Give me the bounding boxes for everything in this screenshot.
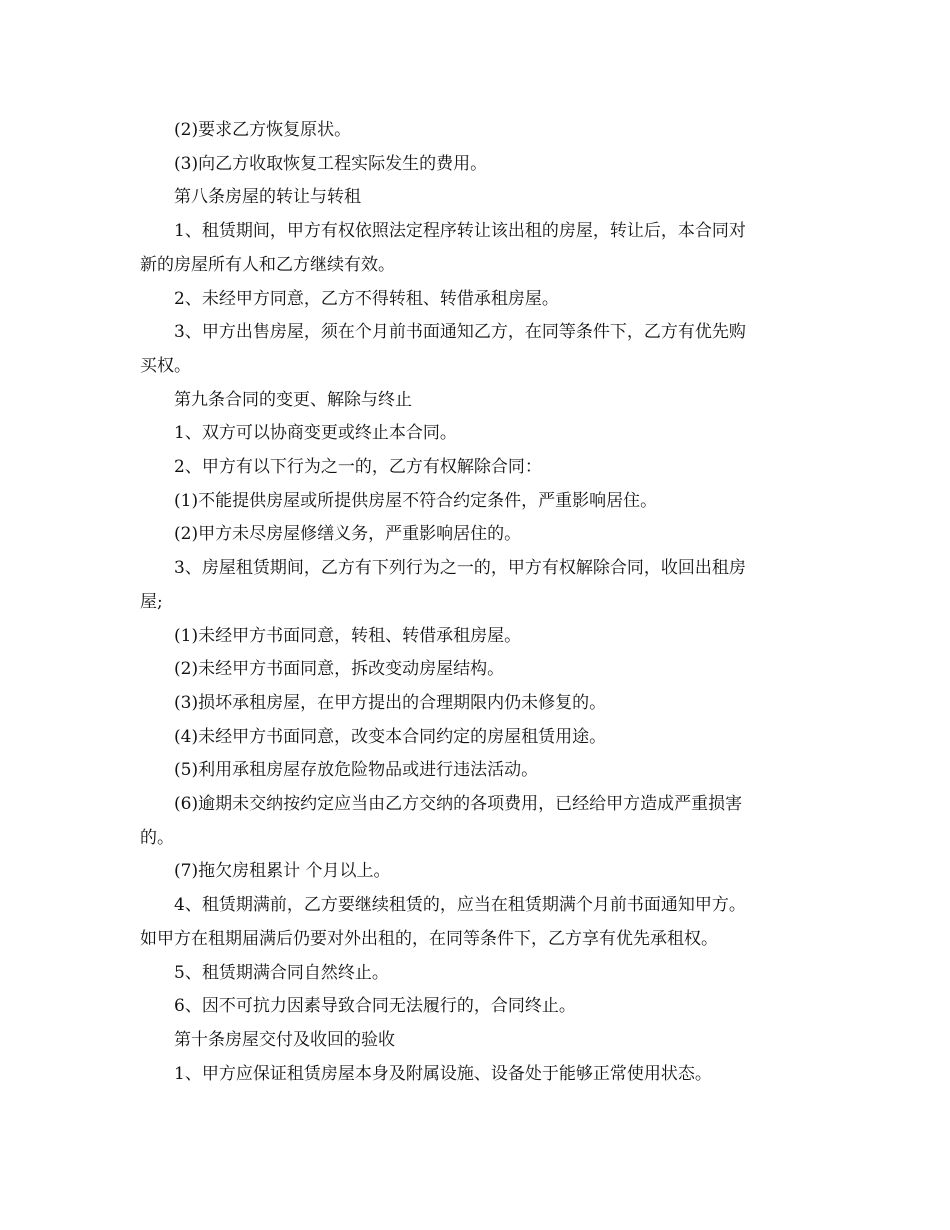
text-line: 5、租赁期满合同自然终止。: [174, 962, 389, 983]
text-line: (3)损坏承租房屋，在甲方提出的合理期限内仍未修复的。: [174, 692, 607, 713]
text-line: (1)不能提供房屋或所提供房屋不符合约定条件，严重影响居住。: [174, 490, 658, 511]
section-heading: 第八条房屋的转让与转租: [174, 187, 361, 208]
text-line: (7)拖欠房租累计 个月以上。: [174, 861, 391, 882]
text-line: 3、房屋租赁期间，乙方有下列行为之一的，甲方有权解除合同，收回出租房: [174, 558, 746, 579]
text-line: (6)逾期未交纳按约定应当由乙方交纳的各项费用，已经给甲方造成严重损害: [174, 794, 743, 815]
text-line: (2)要求乙方恢复原状。: [174, 120, 352, 140]
text-line: (3)向乙方收取恢复工程实际发生的费用。: [174, 153, 488, 174]
text-line: 如甲方在租期届满后仍要对外出租的，在同等条件下，乙方享有优先承租权。: [140, 928, 718, 949]
text-line: 1、双方可以协商变更或终止本合同。: [174, 423, 457, 444]
text-line: 的。: [140, 827, 174, 848]
text-line: (2)甲方未尽房屋修缮义务，严重影响居住的。: [174, 524, 522, 545]
text-line: (2)未经甲方书面同意，拆改变动房屋结构。: [174, 659, 505, 680]
text-line: 新的房屋所有人和乙方继续有效。: [140, 254, 395, 275]
text-line: 买权。: [140, 355, 191, 376]
text-line: 6、因不可抗力因素导致合同无法履行的，合同终止。: [174, 996, 576, 1017]
text-line: 2、甲方有以下行为之一的，乙方有权解除合同：: [174, 457, 542, 478]
text-line: 屋;: [140, 591, 163, 612]
text-line: 4、租赁期满前，乙方要继续租赁的，应当在租赁期满个月前书面通知甲方。: [174, 895, 746, 916]
section-heading: 第十条房屋交付及收回的验收: [174, 1029, 395, 1050]
text-line: (5)利用承租房屋存放危险物品或进行违法活动。: [174, 760, 539, 781]
text-line: 2、未经甲方同意，乙方不得转租、转借承租房屋。: [174, 288, 559, 309]
section-heading: 第九条合同的变更、解除与终止: [174, 389, 412, 410]
text-line: 1、甲方应保证租赁房屋本身及附属设施、设备处于能够正常使用状态。: [174, 1063, 712, 1084]
document-body: [140, 114, 812, 1091]
text-line: 3、甲方出售房屋，须在个月前书面通知乙方，在同等条件下，乙方有优先购: [174, 322, 746, 343]
text-line: (1)未经甲方书面同意，转租、转借承租房屋。: [174, 625, 522, 646]
text-line: (4)未经甲方书面同意，改变本合同约定的房屋租赁用途。: [174, 726, 607, 747]
text-line: 1、租赁期间，甲方有权依照法定程序转让该出租的房屋，转让后，本合同对: [174, 221, 746, 242]
